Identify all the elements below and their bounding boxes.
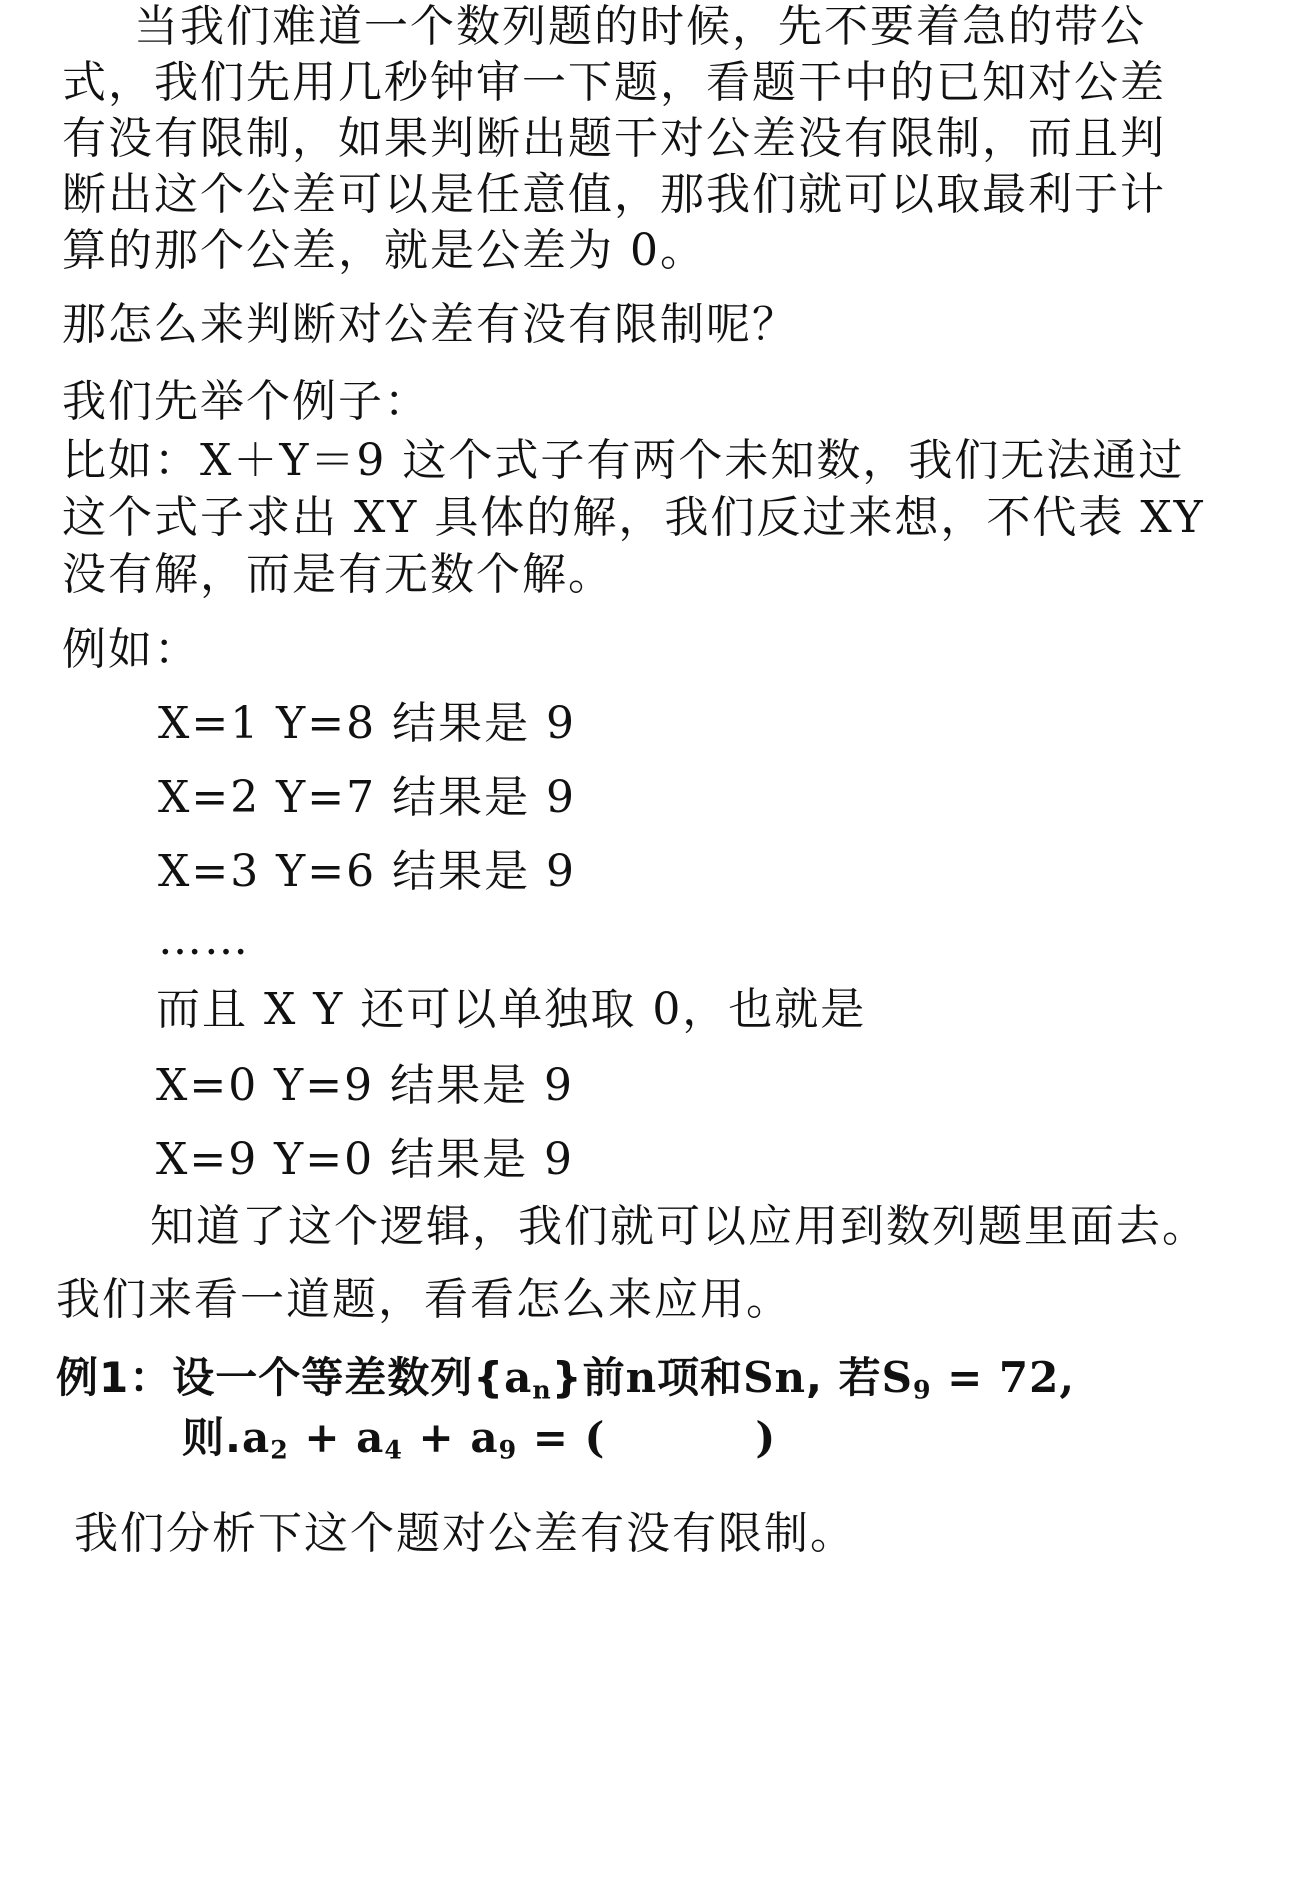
expression: $a_2 + a_4 + a_9$ = ( ) — [241, 1413, 777, 1465]
example-line-1: 比如：X＋Y＝9 这个式子有两个未知数，我们无法通过 — [62, 435, 1185, 486]
intro-line-5: 算的那个公差，就是公差为 0。 — [62, 225, 706, 276]
problem-label: 例1： — [56, 1353, 173, 1402]
intro-line-3: 有没有限制，如果判断出题干对公差没有限制，而且判 — [62, 113, 1166, 164]
intro-line-2: 式，我们先用几秒钟审一下题，看题干中的已知对公差 — [62, 57, 1166, 108]
example-line-2: 这个式子求出 XY 具体的解，我们反过来想，不代表 XY — [62, 492, 1205, 543]
s9-term: $S_9$ — [881, 1353, 932, 1405]
zero-case-line-1: X=0 Y=9 结果是 9 — [156, 1060, 575, 1111]
problem-line-1: 例1：设一个等差数列$\{a_n\}$前n项和Sn, 若$S_9 = 72$, — [56, 1353, 1075, 1405]
n-variable: n — [625, 1353, 658, 1402]
look-problem: 我们来看一道题，看看怎么来应用。 — [56, 1274, 792, 1325]
case-line-2: X=2 Y=7 结果是 9 — [158, 772, 577, 823]
question-line: 那怎么来判断对公差有没有限制呢？ — [62, 299, 798, 350]
sn-term: Sn — [743, 1353, 807, 1402]
example-intro: 我们先举个例子： — [62, 376, 430, 427]
ellipsis: …… — [158, 914, 250, 965]
case-line-1: X=1 Y=8 结果是 9 — [158, 698, 577, 749]
equals-72: = 72, — [931, 1353, 1075, 1402]
problem-line-2 — [182, 1408, 776, 1468]
zero-note: 而且 X Y 还可以单独取 0，也就是 — [156, 984, 867, 1035]
for-example: 例如： — [62, 624, 200, 675]
analysis-line: 我们分析下这个题对公差有没有限制。 — [74, 1508, 856, 1559]
zero-case-line-2: X=9 Y=0 结果是 9 — [156, 1134, 575, 1185]
case-line-3: X=3 Y=6 结果是 9 — [158, 846, 577, 897]
apply-note: 知道了这个逻辑，我们就可以应用到数列题里面去。 — [150, 1201, 1208, 1252]
example-line-3: 没有解，而是有无数个解。 — [62, 549, 614, 600]
sequence-term: $a_n$ — [504, 1353, 552, 1405]
problem-text: 设一个等差数列{ — [172, 1353, 505, 1402]
intro-line-1: 当我们难道一个数列题的时候，先不要着急的带公 — [134, 1, 1146, 52]
then-label: 则. — [182, 1413, 242, 1462]
intro-line-4: 断出这个公差可以是任意值，那我们就可以取最利于计 — [62, 169, 1166, 220]
